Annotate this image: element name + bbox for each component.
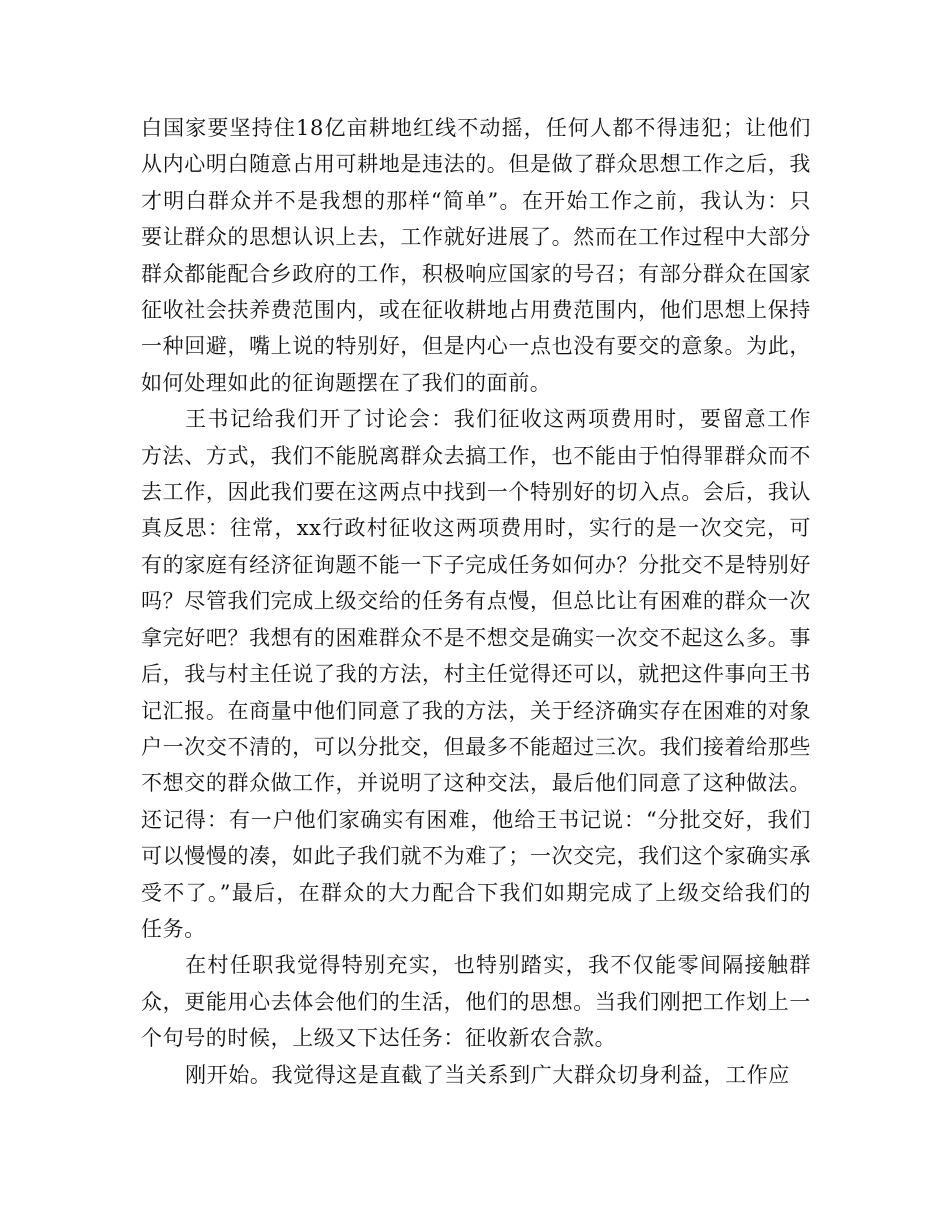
document-page	[141, 110, 811, 1093]
paragraph-4: 刚开始。我觉得这是直截了当关系到广大群众切身利益，工作应	[185, 1062, 790, 1087]
paragraph-2: 王书记给我们开了讨论会：我们征收这两项费用时，要留意工作方法、方式，我们不能脱离群众去搞工作，也不能由于怕得罪群众而不去工作，因此我们要在这两点中找到一个特别好的切入点。会后，我认真反思：往常，xx行政村征收这两项费用时，实行的是一次交完，可有的家庭有经济征询题不能一下子完成任务如何办？分批交不是特别好吗？尽管我们完成上级交给的任务有点慢，但总比让有困难的群众一次拿完好吧？我想有的困难群众不是不想交是确实一次交不起这么多。事后，我与村主任说了我的方法，村主任觉得还可以，就把这件事向王书记汇报。在商量中他们同意了我的方法，关于经济确实存在困难的对象户一次交不清的，可以分批交，但最多不能超过三次。我们接着给那些不想交的群众做工作，并说明了这种交法，最后他们同意了这种做法。还记得：有一户他们家确实有困难，他给王书记说：“分批交好，我们可以慢慢的凑，如此子我们就不为难了；一次交完，我们这个家确实承受不了。”最后，在群众的大力配合下我们如期完成了上级交给我们的任务。	[141, 407, 811, 941]
paragraph-3: 在村任职我觉得特别充实，也特别踏实，我不仅能零间隔接触群众，更能用心去体会他们的生活，他们的思想。当我们刚把工作划上一个句号的时候，上级又下达任务：征收新农合款。	[141, 953, 811, 1051]
paragraph-1: 白国家要坚持住18亿亩耕地红线不动摇，任何人都不得违犯；让他们从内心明白随意占用可耕地是违法的。但是做了群众思想工作之后，我才明白群众并不是我想的那样“简单”。在开始工作之前，我认为：只要让群众的思想认识上去，工作就好进展了。然而在工作过程中大部分群众都能配合乡政府的工作，积极响应国家的号召；有部分群众在国家征收社会扶养费范围内，或在征收耕地占用费范围内，他们思想上保持一种回避，嘴上说的特别好，但是内心一点也没有要交的意象。为此，如何处理如此的征询题摆在了我们的面前。	[141, 116, 811, 395]
